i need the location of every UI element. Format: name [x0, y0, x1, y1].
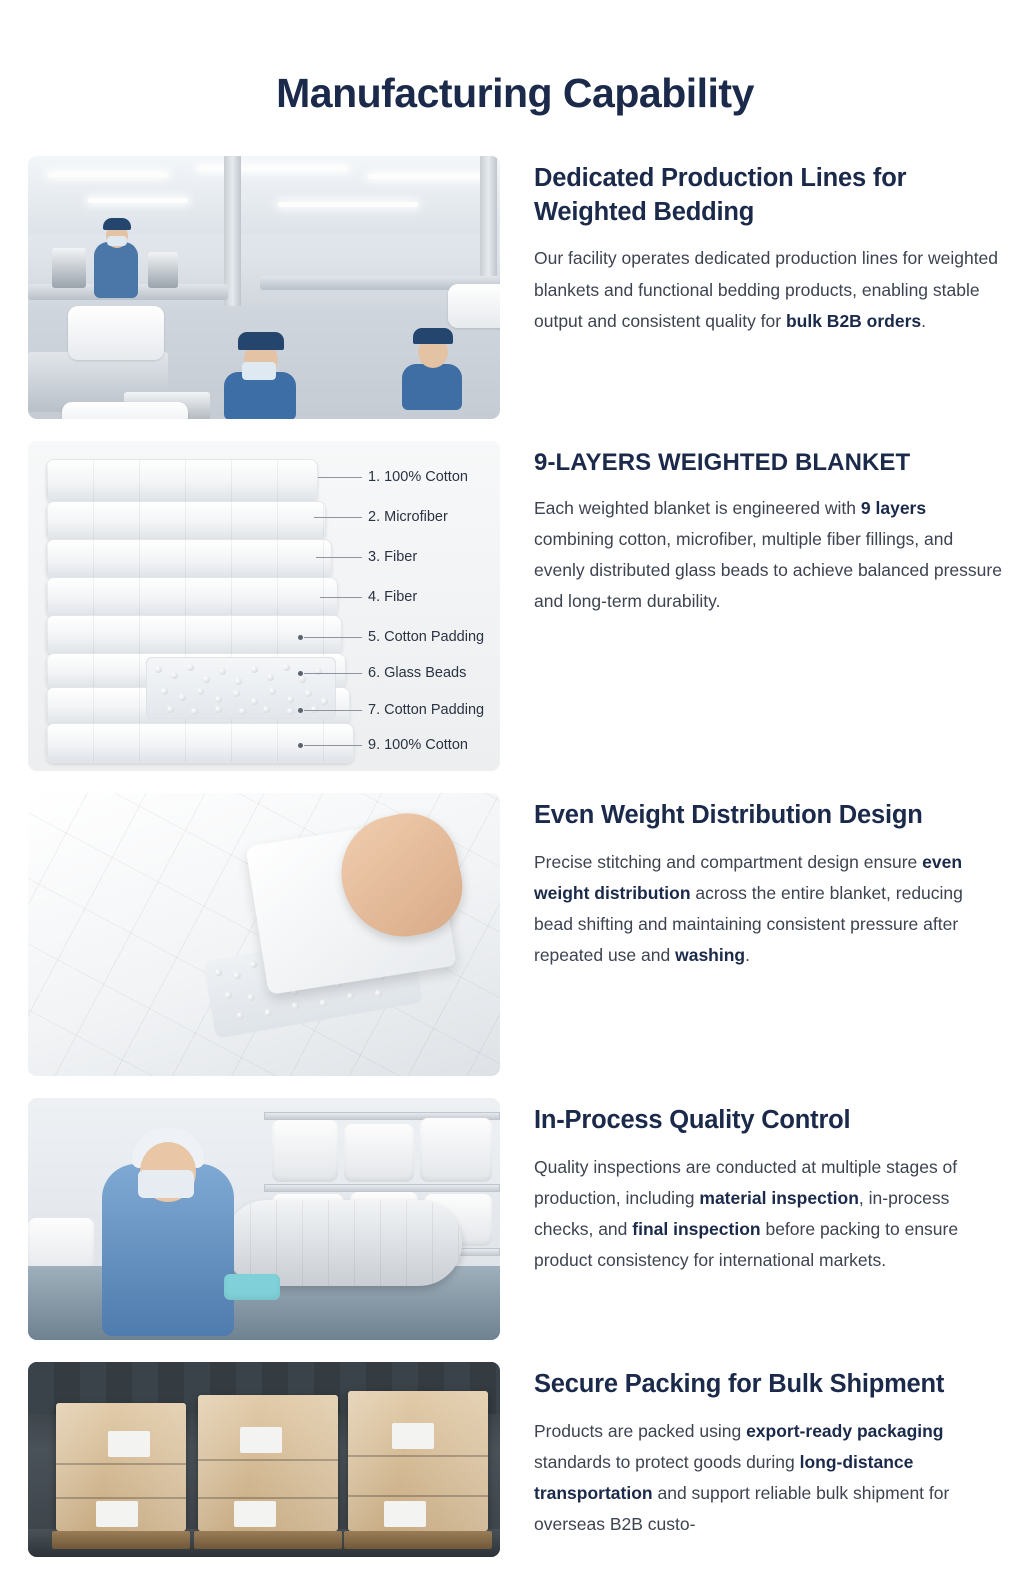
section-quality-control	[28, 1098, 1002, 1340]
layer-label-6: 6. Glass Beads	[368, 665, 467, 682]
layer-label-3: 3. Fiber	[368, 549, 418, 566]
sections-list	[0, 156, 1030, 1557]
layer-label-9: 9. 100% Cotton	[368, 737, 468, 754]
section-nine-layers	[28, 441, 1002, 771]
section-production-lines	[28, 156, 1002, 419]
section-secure-packing	[28, 1362, 1002, 1557]
hand-lifting-quilted-blanket-photo	[28, 793, 500, 1076]
layer-label-7: 7. Cotton Padding	[368, 702, 485, 719]
section-copy	[500, 156, 1002, 337]
section-copy	[500, 441, 1002, 617]
section-even-weight	[28, 793, 1002, 1076]
layer-label-2: 2. Microfiber	[368, 509, 448, 526]
section-body: Products are packed using export-ready packaging standards to protect goods during long-distance transportation and support reliable bulk shipment for overseas B2B custo-	[534, 1420, 950, 1535]
section-heading: Secure Packing for Bulk Shipment	[534, 1370, 945, 1399]
section-copy	[500, 1098, 1002, 1276]
section-heading: 9-LAYERS WEIGHTED BLANKET	[534, 449, 911, 477]
palletized-cartons-warehouse-photo	[28, 1362, 500, 1557]
nine-layer-blanket-diagram	[28, 441, 500, 771]
page-title: Manufacturing Capability	[276, 70, 754, 117]
section-body: Quality inspections are conducted at multiple stages of production, including material inspection, in-process checks, and final inspection before packing to ensure product consistency for international markets.	[534, 1156, 959, 1271]
section-heading: Dedicated Production Lines for Weighted Bedding	[534, 164, 907, 226]
layer-label-5: 5. Cotton Padding	[368, 629, 485, 646]
factory-production-line-photo	[28, 156, 500, 419]
section-copy	[500, 1362, 1002, 1540]
section-body: Each weighted blanket is engineered with 9 layers combining cotton, microfiber, multiple fiber fillings, and evenly distributed glass beads to achieve balanced pressure and long-term durability.	[534, 497, 1002, 612]
section-body: Our facility operates dedicated production lines for weighted blankets and functional bedding products, enabling stable output and consistent quality for bulk B2B orders.	[534, 248, 999, 331]
section-copy	[500, 793, 1002, 971]
section-body: Precise stitching and compartment design ensure even weight distribution across the entire blanket, reducing bead shifting and maintaining consistent pressure after repeated use and washing.	[534, 851, 963, 966]
section-heading: In-Process Quality Control	[534, 1106, 851, 1135]
quality-inspection-worker-photo	[28, 1098, 500, 1340]
layer-label-1: 1. 100% Cotton	[368, 469, 468, 486]
section-heading: Even Weight Distribution Design	[534, 801, 923, 830]
layer-label-4: 4. Fiber	[368, 589, 418, 606]
